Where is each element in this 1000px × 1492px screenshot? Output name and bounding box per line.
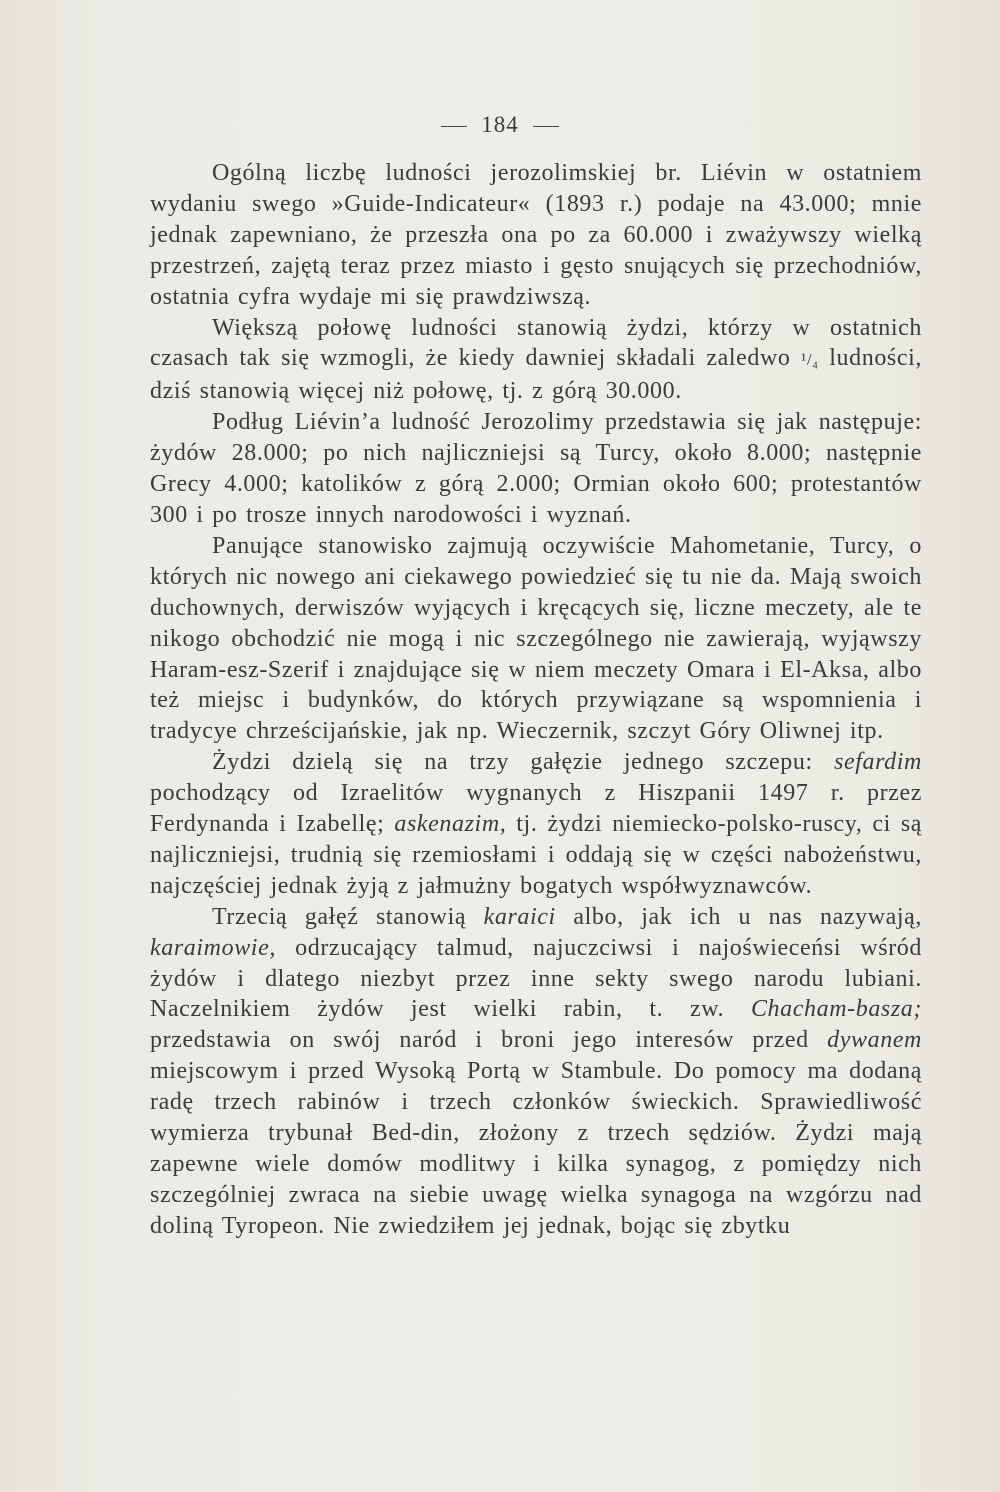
italic-term: karaici [483,903,556,930]
text-run: tj. żydzi niemiecko-polsko-ruscy, ci są najliczniejsi, trudnią się rzemiosłami i oddają się w części nabożeństwu, najczęściej jednak żyją z jałmużny bogatych współwyznawców. [150,811,923,899]
folio-dash-right [533,126,559,128]
paragraph [150,407,922,531]
paragraph [150,531,922,747]
paragraph [150,158,922,313]
text-run: Trzecią gałęź stanowią [212,903,484,930]
text-run: odrzucający talmud, najuczciwsi i najoświeceńsi wśród żydów i dlatego niezbyt przez inne sekty swego narodu lubiani. Naczelnikiem żydów jest wielki rabin, t. zw. [150,934,922,1023]
text-run: Większą połowę ludności stanowią żydzi, którzy w ostatnich czasach tak się wzmogli, że kiedy dawniej składali zaledwo [150,314,922,372]
italic-term: dywanem [827,1027,922,1054]
italic-term: karaimowie, [150,934,276,961]
page-number-text: 184 [481,112,519,137]
text-run: Panujące stanowisko zajmują oczywiście Mahometanie, Turcy, o których nic nowego ani ciekawego powiedzieć się tu nie da. Mają swoich duchownych, derwiszów wyjących i kręcących się, liczne meczety, ale te nikogo obchodzić nie mogą i nic szczególnego nie zawierają, wyjąwszy Haram-esz-Szerif i znajdujące się w niem meczety Omara i El-Aksa, albo też miejsc i budynków, do których przywiązane są wspomnienia i tradycye chrześcijańskie, jak np. Wieczernik, szczyt Góry Oliwnej itp. [150,532,922,745]
italic-term: Chacham-basza; [750,996,922,1023]
paragraph [150,902,922,1242]
text-run: Ogólną liczbę ludności jerozolimskiej br. Liévin w ostatniem wydaniu swego »Guide-Indicateur« (1893 r.) podaje na 43.000; mnie jednak zapewniano, że przeszła ona po za 60.000 i zważywszy wielką przestrzeń, zajętą teraz przez miasto i gęsto snujących się przechodniów, ostatnia cyfra wydaje mi się prawdziwszą. [150,160,922,310]
folio-dash-left [441,126,467,128]
text-run: miejscowym i przed Wysoką Portą w Stambule. Do pomocy ma dodaną radę trzech rabinów i trzech członków świeckich. Sprawiedliwość wymierza trybunał Bed-din, złożony z trzech sędziów. Żydzi mają zapewne wiele domów modlitwy i kilka synagog, z pomiędzy nich szczególniej zwraca na siebie uwagę wielka synagoga na wzgórzu nad doliną Tyropeon. Nie zwiedziłem jej jednak, bojąc się zbytku [150,1058,922,1239]
italic-term: askenazim, [394,811,507,838]
text-run: Podług Liévin’a ludność Jerozolimy przedstawia się jak następuje: żydów 28.000; po nich najliczniejsi są Turcy, około 8.000; następnie Grecy 4.000; katolików z górą 2.000; Ormian około 600; protestantów 300 i po trosze innych narodowości i wyznań. [150,409,922,528]
fraction: ¹/₄ [801,350,819,370]
text-run: pochodzący od Izraelitów wygnanych z Hiszpanii 1497 r. przez Ferdynanda i Izabellę; [150,780,922,838]
paragraph [150,747,922,902]
text-run: Żydzi dzielą się na trzy gałęzie jednego szczepu: [212,749,835,776]
body-text [150,158,922,1242]
paragraph [150,313,922,408]
text-run: ludności, dziś stanowią więcej niż połowę, tj. z górą 30.000. [150,345,922,405]
italic-term: sefardim [834,749,922,776]
text-run: przedstawia on swój naród i broni jego interesów przed [150,1027,828,1054]
text-run: albo, jak ich u nas nazywają, [555,903,923,930]
page-number [0,112,1000,138]
